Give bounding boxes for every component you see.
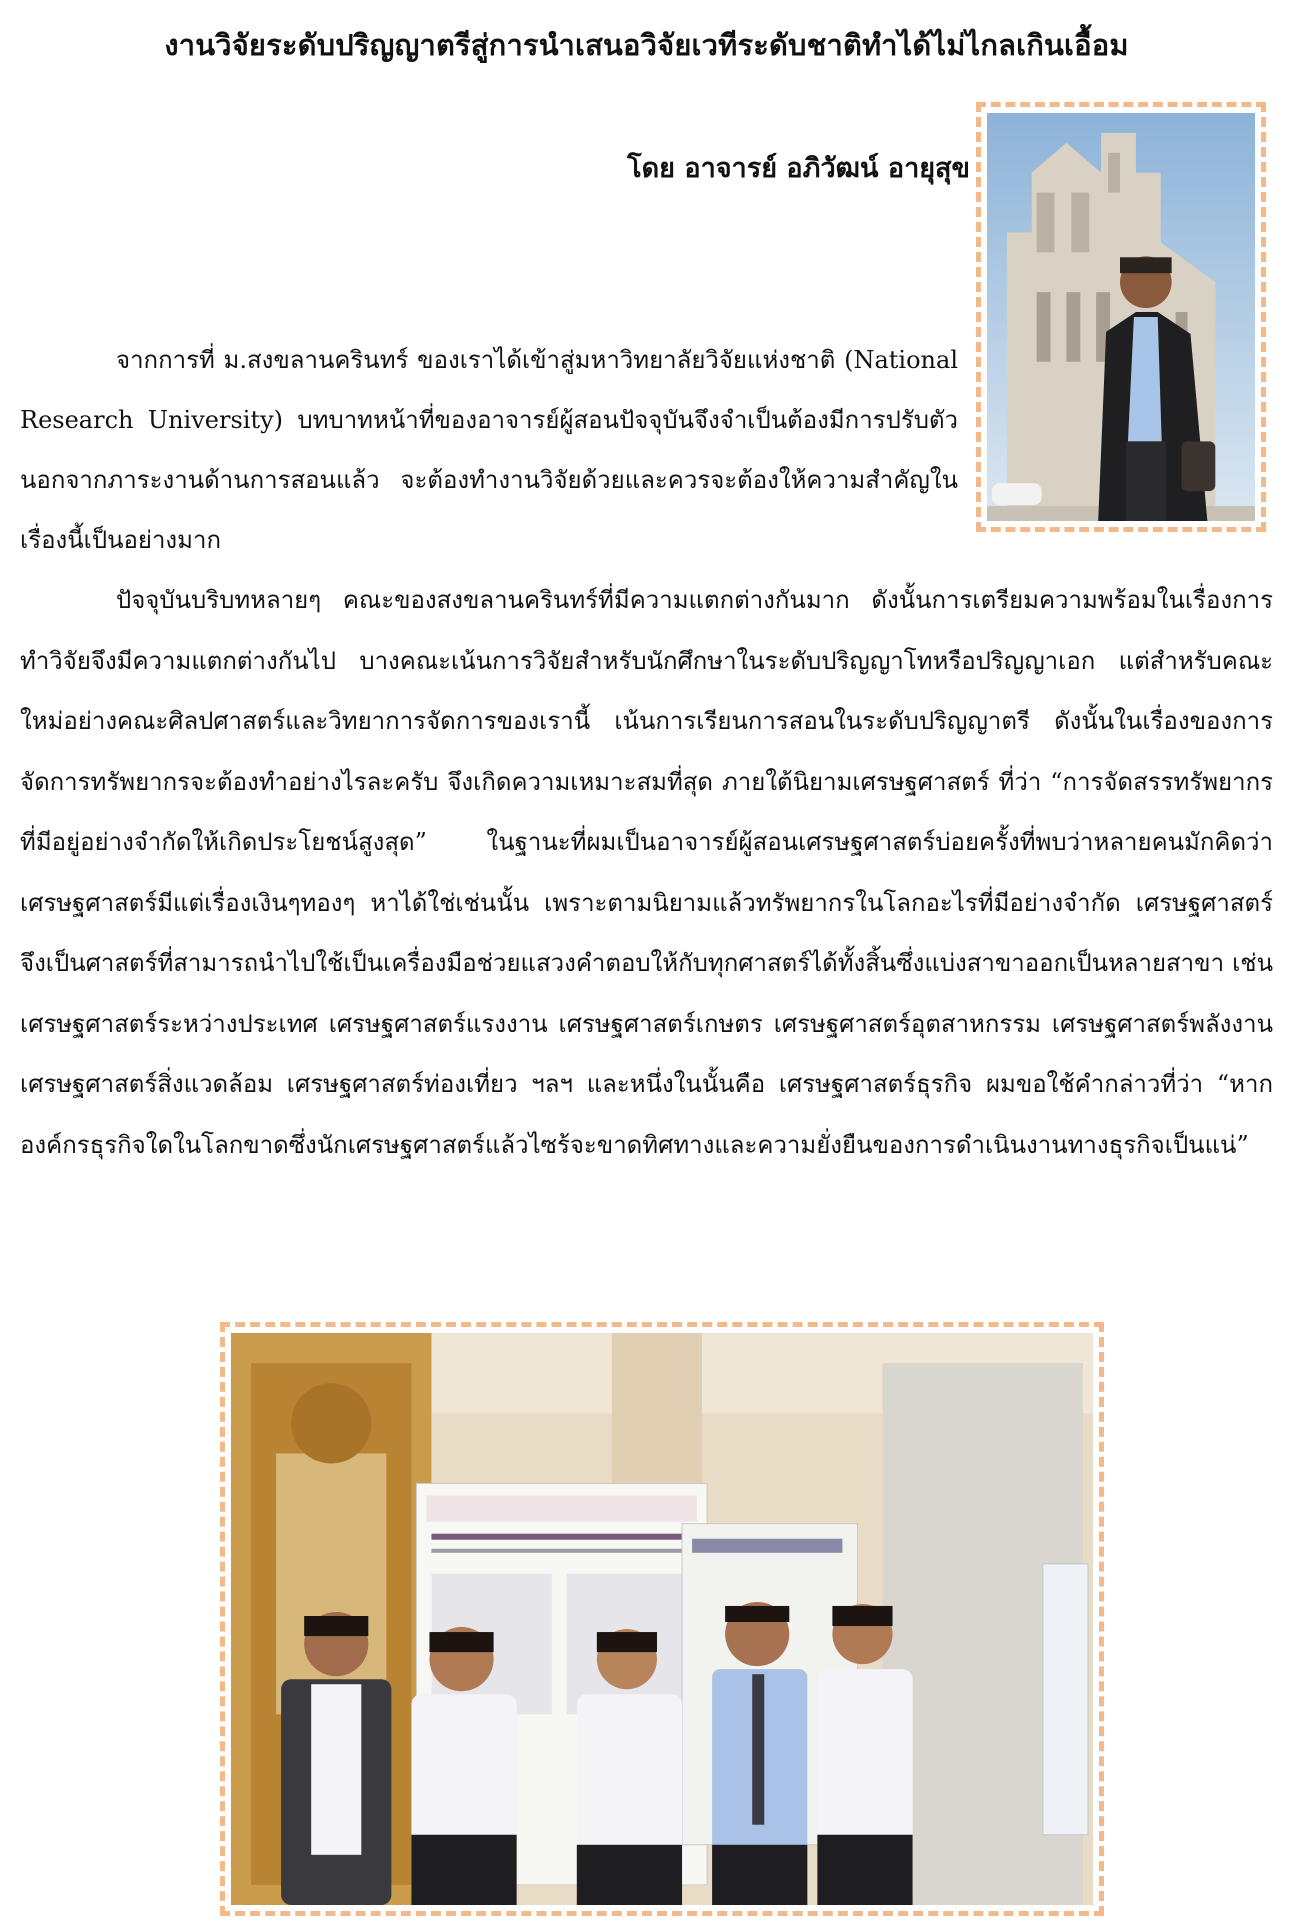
page-title: งานวิจัยระดับปริญญาตรีสู่การนำเสนอวิจัยเวทีระดับชาติทำได้ไม่ไกลเกินเอื้อม [164, 28, 1129, 62]
author-portrait-frame [976, 102, 1266, 532]
body-text [20, 570, 1273, 1175]
author-byline: โดย อาจารย์ อภิวัฒน์ อายุสุข [627, 153, 970, 184]
intro-paragraph [20, 330, 958, 570]
poster-session-photo [231, 1333, 1093, 1905]
poster-session-photo-frame [220, 1322, 1104, 1916]
author-portrait-photo [987, 113, 1255, 521]
paragraph-2: ปัจจุบันบริบทหลายๆ คณะของสงขลานครินทร์ที่มีความแตกต่างกันมาก ดังนั้นการเตรียมความพร้อมในเรื่องการทำวิจัยจึงมีความแตกต่างกันไป บางคณะเน้นการวิจัยสำหรับนักศึกษาในระดับปริญญาโทหรือปริญญาเอก แต่สำหรับคณะใหม่อย่างคณะศิลปศาสตร์และวิทยาการจัดการของเรานี้ เน้นการเรียนการสอนในระดับปริญญาตรี ดังนั้นในเรื่องของการจัดการทรัพยากรจะต้องทำอย่างไรละครับ จึงเกิดความเหมาะสมที่สุด ภายใต้นิยามเศรษฐศาสตร์ ที่ว่า “การจัดสรรทรัพยากรที่มีอยู่อย่างจำกัดให้เกิดประโยชน์สูงสุด” ในฐานะที่ผมเป็นอาจารย์ผู้สอนเศรษฐศาสตร์บ่อยครั้งที่พบว่าหลายคนมักคิดว่าเศรษฐศาสตร์มีแต่เรื่องเงินๆทองๆ หาได้ใช่เช่นนั้น เพราะตามนิยามแล้วทรัพยากรในโลกอะไรที่มีอย่างจำกัด เศรษฐศาสตร์จึงเป็นศาสตร์ที่สามารถนำไปใช้เป็นเครื่องมือช่วยแสวงคำตอบให้กับทุกศาสตร์ได้ทั้งสิ้นซึ่งแบ่งสาขาออกเป็นหลายสาขา เช่น เศรษฐศาสตร์ระหว่างประเทศ เศรษฐศาสตร์แรงงาน เศรษฐศาสตร์เกษตร เศรษฐศาสตร์อุตสาหกรรม เศรษฐศาสตร์พลังงาน เศรษฐศาสตร์สิ่งแวดล้อม เศรษฐศาสตร์ท่องเที่ยว ฯลฯ และหนึ่งในนั้นคือ เศรษฐศาสตร์ธุรกิจ ผมขอใช้คำกล่าวที่ว่า “หากองค์กรธุรกิจใดในโลกขาดซึ่งนักเศรษฐศาสตร์แล้วไซร้จะขาดทิศทางและความยั่งยืนของการดำเนินงานทางธุรกิจเป็นแน่” [20, 586, 1273, 1159]
paragraph-1: จากการที่ ม.สงขลานครินทร์ ของเราได้เข้าสู่มหาวิทยาลัยวิจัยแห่งชาติ (National Research University) บทบาทหน้าที่ของอาจารย์ผู้สอนปัจจุบันจึงจำเป็นต้องมีการปรับตัวนอกจากภาระงานด้านการสอนแล้ว จะต้องทำงานวิจัยด้วยและควรจะต้องให้ความสำคัญในเรื่องนี้เป็นอย่างมาก [20, 346, 958, 554]
